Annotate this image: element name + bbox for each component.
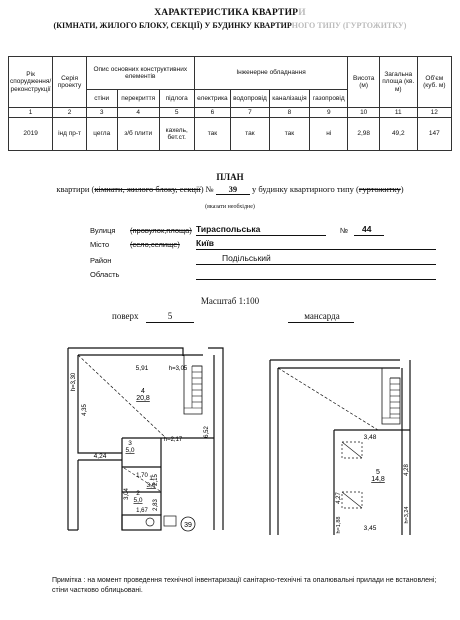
dim-label: 4,28 (404, 464, 410, 476)
header-area: Загальна площа (кв. м) (379, 57, 417, 108)
apartment-number: 39 (216, 184, 250, 195)
value-floors: кахель, бет.ст. (159, 118, 194, 151)
street-prefix: (провулок,площа) (130, 226, 192, 235)
col-number: 12 (417, 108, 451, 118)
value-water: так (231, 118, 270, 151)
col-number: 11 (379, 108, 417, 118)
region-underline (196, 279, 436, 280)
footnote (52, 576, 452, 596)
floor-plan-main (58, 340, 238, 540)
header-construction: Опис основних конструктивних елементів (86, 57, 194, 90)
value-area: 49,2 (379, 118, 417, 151)
room-number: 5 (376, 469, 380, 476)
plan-mid: ) № (200, 184, 214, 194)
scale-label: Масштаб 1:100 (200, 296, 260, 306)
street-underline (196, 235, 326, 236)
dim-label: h=3,24 (404, 506, 410, 524)
room-area: 20,8 (136, 395, 150, 402)
header-sewer: каналізація (269, 90, 309, 108)
header-ceilings: перекриття (117, 90, 159, 108)
col-number: 9 (310, 108, 348, 118)
attic-label: мансарда (304, 311, 340, 321)
col-number: 4 (117, 108, 159, 118)
plan-suffix: у будинку квартирного типу ( (252, 184, 359, 194)
street-value: Тираспольська (196, 224, 261, 234)
dim-label: 6,52 (204, 426, 210, 438)
header-water: водопровід (231, 90, 270, 108)
number-underline (354, 235, 384, 236)
header-walls: стіни (86, 90, 117, 108)
header-series: Серія проекту (53, 57, 87, 108)
header-electric: електрика (194, 90, 230, 108)
city-prefix: (село,селище) (130, 240, 180, 249)
value-sewer: так (269, 118, 309, 151)
value-gas: ні (310, 118, 348, 151)
street-label: Вулиця (90, 226, 116, 235)
region-label: Область (90, 270, 120, 279)
dim-label: 3,48 (363, 434, 377, 441)
dim-label: 5,91 (135, 365, 149, 372)
district-value: Подільський (222, 253, 271, 263)
dim-label: 3,45 (363, 525, 377, 532)
city-label: Місто (90, 240, 110, 249)
dim-label: 2,15 (153, 474, 159, 486)
footnote-text: на момент проведення технічної інвентаризації санітарно-технічні та опалювальні прилади не встановлені; стіни частково облицьовані. (52, 577, 437, 594)
room-number: 4 (141, 388, 145, 395)
room-number: 2 (136, 490, 140, 497)
apartment-marker: 39 (184, 522, 192, 529)
header-year: Рік спорудження/ реконструкції (9, 57, 53, 108)
col-number: 3 (86, 108, 117, 118)
value-ceilings: з/б плити (117, 118, 159, 151)
room-area: 5,0 (133, 497, 143, 504)
dim-label: h=3,30 (71, 372, 77, 392)
col-number: 5 (159, 108, 194, 118)
header-gas: газопровід (310, 90, 348, 108)
dim-label: 4,27 (336, 492, 342, 504)
dim-label: h=3,05 (168, 366, 188, 372)
header-engineering: Інженерне обладнання (194, 57, 348, 90)
value-height: 2,98 (348, 118, 380, 151)
footnote-label: Примітка : (52, 577, 86, 584)
document-subtitle: (КІМНАТИ, ЖИЛОГО БЛОКУ, СЕКЦІЇ) У БУДИНКУ КВАРТИРНОГО ТИПУ (ГУРТОЖИТКУ) (53, 21, 407, 30)
header-volume: Об'єм (куб. м) (417, 57, 451, 108)
col-number: 10 (348, 108, 380, 118)
dim-label: 1,70 (136, 473, 148, 479)
floor-plan-attic (260, 350, 420, 540)
room-area: 14,8 (371, 476, 385, 483)
dim-label: h=1,88 (336, 516, 342, 534)
col-number: 2 (53, 108, 87, 118)
header-height: Висота (м) (348, 57, 380, 108)
dim-label: 3,04 (124, 488, 130, 500)
col-number: 6 (194, 108, 230, 118)
room-number: 3 (128, 440, 132, 447)
floor-value: 5 (167, 311, 173, 321)
plan-heading: ПЛАН (216, 172, 244, 182)
value-series: інд пр-т (53, 118, 87, 151)
dim-label: 4,24 (93, 453, 107, 460)
number-label: № (340, 226, 349, 235)
room-number: 1 (149, 475, 153, 482)
plan-description (0, 184, 460, 195)
value-electric: так (194, 118, 230, 151)
plan-struck: кімнати, жилого блоку, секції (94, 184, 201, 194)
characteristics-table (8, 56, 452, 151)
floor-underline (146, 322, 194, 323)
district-underline (196, 264, 436, 265)
room-area: 5,0 (125, 447, 135, 454)
col-number: 1 (9, 108, 53, 118)
header-floors: підлога (159, 90, 194, 108)
value-volume: 147 (417, 118, 451, 151)
city-underline (196, 249, 436, 250)
floor-label: поверх (112, 311, 139, 321)
plan-prefix: квартири ( (56, 184, 95, 194)
number-value: 44 (362, 224, 372, 234)
dim-label: 4,35 (82, 404, 88, 416)
dim-label: 1,67 (136, 508, 148, 514)
city-value: Київ (196, 238, 215, 248)
district-label: Район (90, 256, 112, 265)
plan-suffix-struck: гуртожитку (358, 184, 401, 194)
document-title: ХАРАКТЕРИСТИКА КВАРТИРИ (154, 8, 306, 18)
attic-underline (288, 322, 354, 323)
dim-label: 2,83 (153, 499, 159, 511)
value-year: 2019 (9, 118, 53, 151)
col-number: 8 (269, 108, 309, 118)
value-walls: цегла (86, 118, 117, 151)
plan-suffix-end: ) (400, 184, 404, 194)
dim-label: h=2,17 (163, 437, 183, 443)
col-number: 7 (231, 108, 270, 118)
plan-note: (вказати необхідне) (205, 204, 255, 210)
room-area: 3,6 (146, 482, 156, 489)
